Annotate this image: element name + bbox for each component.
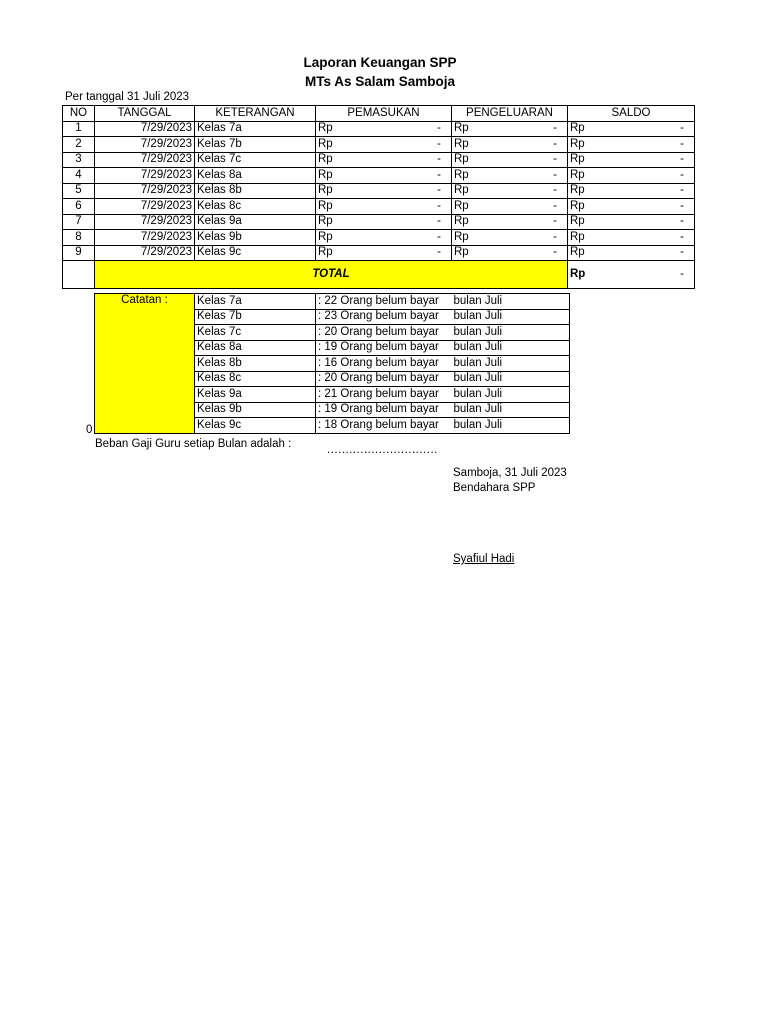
row-pengeluaran	[452, 230, 568, 246]
col-header-no: NO	[63, 106, 95, 122]
total-blank-cell	[63, 261, 95, 289]
currency-label: Rp	[318, 137, 333, 150]
row-description: Kelas 7a	[195, 121, 316, 137]
finance-table	[62, 105, 695, 289]
row-date: 7/29/2023	[95, 168, 195, 184]
currency-label: Rp	[318, 230, 333, 243]
row-pengeluaran	[452, 214, 568, 230]
salary-note: Beban Gaji Guru setiap Bulan adalah :	[95, 438, 292, 450]
currency-label: Rp	[318, 153, 333, 165]
amount-dash: -	[680, 184, 684, 196]
row-description: Kelas 7c	[195, 152, 316, 168]
note-month: bulan Juli	[452, 418, 570, 434]
amount-dash: -	[437, 199, 441, 212]
row-no: 4	[63, 168, 95, 184]
note-count: : 16 Orang belum bayar	[316, 356, 452, 372]
currency-label: Rp	[454, 230, 469, 243]
currency-label: Rp	[454, 199, 469, 212]
report-date-line: Per tanggal 31 Juli 2023	[65, 91, 190, 103]
note-class: Kelas 7c	[195, 325, 316, 341]
amount-dash: -	[680, 153, 684, 165]
row-saldo	[568, 245, 695, 261]
currency-label: Rp	[454, 122, 469, 134]
row-description: Kelas 8c	[195, 199, 316, 215]
notes-label: Catatan :	[95, 294, 195, 434]
amount-dash: -	[680, 122, 684, 134]
note-count: : 20 Orang belum bayar	[316, 371, 452, 387]
row-date: 7/29/2023	[95, 152, 195, 168]
currency-label: Rp	[318, 122, 333, 134]
amount-dash: -	[437, 246, 441, 258]
currency-label: Rp	[570, 137, 585, 150]
currency-label: Rp	[570, 184, 585, 196]
currency-label: Rp	[454, 153, 469, 165]
note-class: Kelas 7a	[195, 294, 316, 310]
row-pemasukan	[316, 183, 452, 199]
amount-dash: -	[437, 215, 441, 227]
row-pemasukan	[316, 168, 452, 184]
row-pengeluaran	[452, 183, 568, 199]
note-count: : 22 Orang belum bayar	[316, 294, 452, 310]
row-saldo	[568, 152, 695, 168]
row-date: 7/29/2023	[95, 245, 195, 261]
row-pengeluaran	[452, 137, 568, 153]
currency-label: Rp	[454, 184, 469, 196]
row-description: Kelas 9c	[195, 245, 316, 261]
row-no: 7	[63, 214, 95, 230]
currency-label: Rp	[318, 246, 333, 258]
currency-label: Rp	[570, 199, 585, 212]
note-count: : 19 Orang belum bayar	[316, 340, 452, 356]
row-no: 6	[63, 199, 95, 215]
row-date: 7/29/2023	[95, 199, 195, 215]
row-description: Kelas 9a	[195, 214, 316, 230]
school-name: MTs As Salam Samboja	[304, 74, 456, 89]
place-date: Samboja, 31 Juli 2023	[453, 467, 567, 479]
row-saldo	[568, 137, 695, 153]
table-header-row	[63, 106, 695, 122]
currency-label: Rp	[318, 215, 333, 227]
col-header-tanggal: TANGGAL	[95, 106, 195, 122]
amount-dash: -	[437, 184, 441, 196]
amount-dash: -	[553, 153, 557, 165]
note-month: bulan Juli	[452, 294, 570, 310]
amount-dash: -	[437, 230, 441, 243]
row-pengeluaran	[452, 199, 568, 215]
row-no: 1	[63, 121, 95, 137]
total-saldo	[568, 261, 695, 289]
note-class: Kelas 9a	[195, 387, 316, 403]
amount-dash: -	[680, 215, 684, 227]
note-row	[95, 294, 570, 310]
row-pengeluaran	[452, 121, 568, 137]
currency-label: Rp	[318, 199, 333, 212]
row-saldo	[568, 199, 695, 215]
row-description: Kelas 7b	[195, 137, 316, 153]
row-pemasukan	[316, 152, 452, 168]
note-month: bulan Juli	[452, 309, 570, 325]
zero-value: 0	[86, 424, 93, 436]
total-row	[63, 261, 695, 289]
row-no: 3	[63, 152, 95, 168]
row-pemasukan	[316, 121, 452, 137]
note-class: Kelas 9c	[195, 418, 316, 434]
table-row	[63, 152, 695, 168]
row-date: 7/29/2023	[95, 230, 195, 246]
note-class: Kelas 7b	[195, 309, 316, 325]
notes-table	[94, 293, 570, 434]
currency-label: Rp	[570, 153, 585, 165]
row-saldo	[568, 183, 695, 199]
note-class: Kelas 8a	[195, 340, 316, 356]
table-row	[63, 230, 695, 246]
currency-label: Rp	[570, 168, 585, 181]
currency-label: Rp	[454, 246, 469, 258]
amount-dash: -	[553, 246, 557, 258]
note-month: bulan Juli	[452, 387, 570, 403]
row-pemasukan	[316, 214, 452, 230]
table-row	[63, 137, 695, 153]
row-pengeluaran	[452, 168, 568, 184]
note-month: bulan Juli	[452, 356, 570, 372]
note-class: Kelas 8c	[195, 371, 316, 387]
row-date: 7/29/2023	[95, 214, 195, 230]
total-label: TOTAL	[95, 261, 568, 289]
table-row	[63, 168, 695, 184]
table-row	[63, 199, 695, 215]
currency-label: Rp	[454, 137, 469, 150]
row-description: Kelas 8b	[195, 183, 316, 199]
note-class: Kelas 8b	[195, 356, 316, 372]
table-row	[63, 214, 695, 230]
currency-label: Rp	[570, 122, 585, 134]
note-class: Kelas 9b	[195, 402, 316, 418]
row-no: 2	[63, 137, 95, 153]
currency-label: Rp	[454, 168, 469, 181]
row-saldo	[568, 121, 695, 137]
col-header-pengeluaran: PENGELUARAN	[452, 106, 568, 122]
row-pengeluaran	[452, 245, 568, 261]
row-description: Kelas 9b	[195, 230, 316, 246]
amount-dash: -	[437, 122, 441, 134]
row-pemasukan	[316, 245, 452, 261]
amount-dash: -	[553, 168, 557, 181]
amount-dash: -	[437, 168, 441, 181]
currency-label: Rp	[570, 267, 586, 280]
row-pemasukan	[316, 230, 452, 246]
row-no: 8	[63, 230, 95, 246]
amount-dash: -	[553, 230, 557, 243]
row-pengeluaran	[452, 152, 568, 168]
row-no: 5	[63, 183, 95, 199]
note-count: : 20 Orang belum bayar	[316, 325, 452, 341]
row-description: Kelas 8a	[195, 168, 316, 184]
currency-label: Rp	[454, 215, 469, 227]
col-header-pemasukan: PEMASUKAN	[316, 106, 452, 122]
table-row	[63, 121, 695, 137]
currency-label: Rp	[570, 246, 585, 258]
table-row	[63, 183, 695, 199]
row-date: 7/29/2023	[95, 121, 195, 137]
col-header-keterangan: KETERANGAN	[195, 106, 316, 122]
row-saldo	[568, 230, 695, 246]
amount-dash: -	[680, 168, 684, 181]
amount-dash: -	[680, 137, 684, 150]
currency-label: Rp	[570, 215, 585, 227]
salary-blank: ..............................	[327, 444, 438, 456]
currency-label: Rp	[318, 168, 333, 181]
amount-dash: -	[680, 230, 684, 243]
currency-label: Rp	[318, 184, 333, 196]
row-saldo	[568, 168, 695, 184]
row-no: 9	[63, 245, 95, 261]
row-pemasukan	[316, 137, 452, 153]
col-header-saldo: SALDO	[568, 106, 695, 122]
note-month: bulan Juli	[452, 402, 570, 418]
amount-dash: -	[437, 137, 441, 150]
signer-name: Syafiul Hadi	[453, 553, 515, 565]
amount-dash: -	[437, 153, 441, 165]
row-saldo	[568, 214, 695, 230]
amount-dash: -	[553, 199, 557, 212]
currency-label: Rp	[570, 230, 585, 243]
note-count: : 23 Orang belum bayar	[316, 309, 452, 325]
amount-dash: -	[680, 246, 684, 258]
amount-dash: -	[553, 122, 557, 134]
row-date: 7/29/2023	[95, 183, 195, 199]
amount-dash: -	[680, 199, 684, 212]
note-count: : 19 Orang belum bayar	[316, 402, 452, 418]
note-count: : 21 Orang belum bayar	[316, 387, 452, 403]
note-month: bulan Juli	[452, 340, 570, 356]
signer-role: Bendahara SPP	[453, 482, 536, 494]
amount-dash: -	[553, 184, 557, 196]
amount-dash: -	[680, 267, 684, 280]
row-pemasukan	[316, 199, 452, 215]
note-month: bulan Juli	[452, 325, 570, 341]
note-count: : 18 Orang belum bayar	[316, 418, 452, 434]
table-row	[63, 245, 695, 261]
row-date: 7/29/2023	[95, 137, 195, 153]
report-title: Laporan Keuangan SPP	[303, 55, 457, 70]
note-month: bulan Juli	[452, 371, 570, 387]
amount-dash: -	[553, 215, 557, 227]
amount-dash: -	[553, 137, 557, 150]
